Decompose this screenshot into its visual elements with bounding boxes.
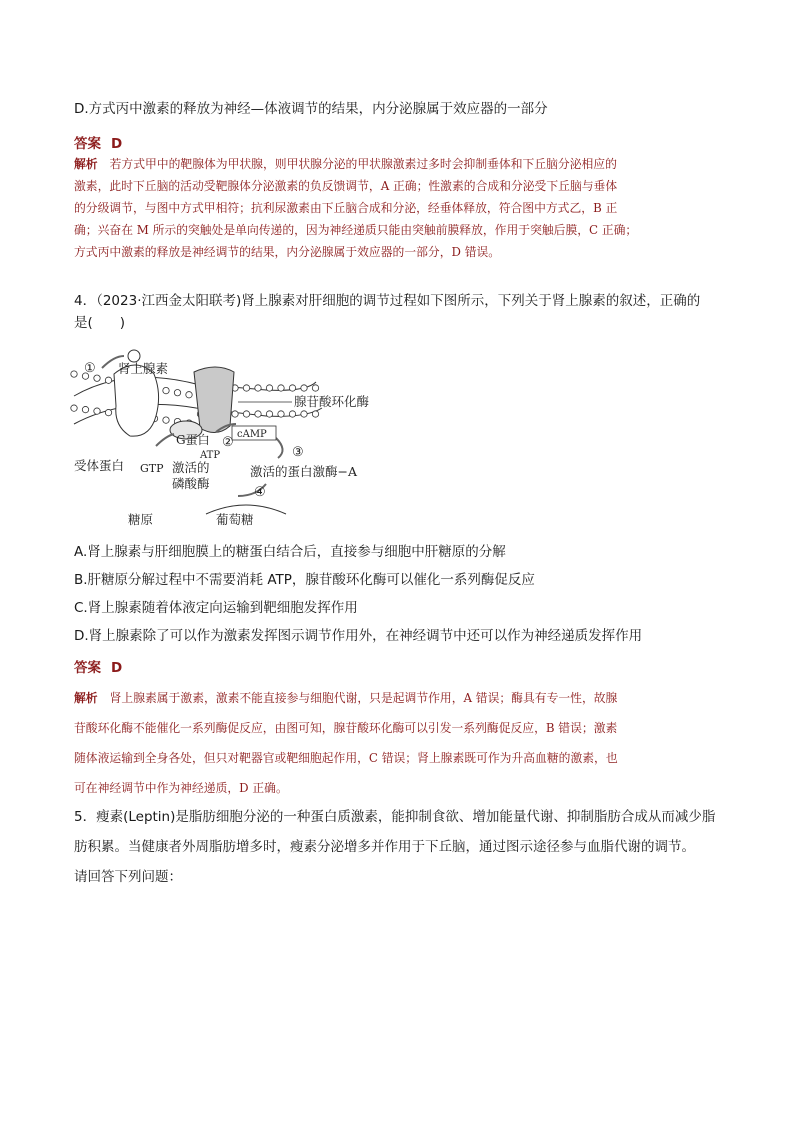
lipid-head (71, 371, 77, 377)
answer-value: D (111, 136, 123, 152)
question-4-options (74, 538, 642, 650)
label-gtp: GTP (140, 462, 164, 475)
explanation-line: 随体液运输到全身各处，但只对靶器官或靶细胞起作用，C 错误；肾上腺素既可作为升高血糖的激素，也 (74, 751, 618, 765)
label-receptor: 受体蛋白 (74, 458, 125, 473)
lipid-head (174, 389, 180, 395)
lipid-head (243, 411, 249, 417)
arrow-5 (156, 434, 174, 446)
stem-line: 是( ) (74, 315, 126, 331)
label-step-1: ① (84, 361, 96, 376)
label-step-2: ② (222, 435, 234, 450)
question-5-stem (74, 802, 715, 892)
explanation-line: 的分级调节，与图中方式甲相符；抗利尿激素由下丘脑合成和分泌，经垂体释放，符合图中方式乙，B 正 (74, 201, 618, 215)
adenylate-cyclase (194, 367, 234, 433)
lipid-head (94, 408, 100, 414)
answer-3 (74, 132, 122, 152)
answer-label: 答案 (74, 660, 101, 676)
lipid-head (289, 411, 295, 417)
label-hormone: 肾上腺素 (118, 361, 169, 376)
lipid-head (82, 406, 88, 412)
adrenaline-signaling-diagram (66, 346, 386, 530)
lipid-head (105, 377, 111, 383)
previous-option-d: D.方式丙中激素的释放为神经—体液调节的结果，内分泌腺属于效应器的一部分 (74, 101, 548, 117)
lipid-head (255, 411, 261, 417)
lipid-head (243, 385, 249, 391)
explanation-3 (74, 153, 724, 263)
lipid-head (266, 385, 272, 391)
lipid-head (301, 411, 307, 417)
lipid-head (163, 387, 169, 393)
lipid-head (278, 411, 284, 417)
explanation-line: 解析 肾上腺素属于激素，激素不能直接参与细胞代谢，只是起调节作用，A 错误；酶具有专一性，故腺 (74, 691, 618, 705)
stem-line: 请回答下列问题： (74, 869, 182, 885)
stem-line: 肪积累。当健康者外周脂肪增多时，瘦素分泌增多并作用于下丘脑，通过图示途径参与血脂代谢的调节。 (74, 839, 695, 855)
label-glucose: 葡萄糖 (216, 512, 254, 527)
lipid-head (289, 385, 295, 391)
option-c: C.肾上腺素随着体液定向运输到靶细胞发挥作用 (74, 600, 358, 616)
label-g-protein: G蛋白 (176, 433, 210, 447)
explanation-line: 激素，此时下丘脑的活动受靶腺体分泌激素的负反馈调节，A 正确；性激素的合成和分泌受下丘脑与垂体 (74, 179, 618, 193)
explanation-line: 解析 若方式甲中的靶腺体为甲状腺，则甲状腺分泌的甲状腺激素过多时会抑制垂体和下丘脑分泌相应的 (74, 157, 617, 171)
label-camp: cAMP (237, 429, 267, 440)
explanation-label: 解析 (74, 691, 98, 705)
question-4-stem (74, 290, 700, 334)
lipid-head (312, 385, 318, 391)
answer-value: D (111, 660, 123, 676)
answer-4 (74, 656, 122, 676)
lipid-head (186, 392, 192, 398)
option-d: D.肾上腺素除了可以作为激素发挥图示调节作用外，在神经调节中还可以作为神经递质发挥作用 (74, 628, 643, 644)
option-b: B.肝糖原分解过程中不需要消耗 ATP，腺苷酸环化酶可以催化一系列酶促反应 (74, 572, 535, 588)
explanation-line: 苷酸环化酶不能催化一系列酶促反应，由图可知，腺苷酸环化酶可以引发一系列酶促反应，B 错误；激素 (74, 721, 618, 735)
arrow-3 (276, 438, 283, 458)
explanation-line: 方式丙中激素的释放是神经调节的结果，内分泌腺属于效应器的一部分，D 错误。 (74, 245, 501, 259)
label-glycogen: 糖原 (128, 512, 154, 527)
option-a: A.肾上腺素与肝细胞膜上的糖蛋白结合后，直接参与细胞中肝糖原的分解 (74, 544, 506, 560)
explanation-line: 确；兴奋在 M 所示的突触处是单向传递的，因为神经递质只能由突触前膜释放，作用于突触后膜，C 正确； (74, 223, 638, 237)
lipid-head (232, 411, 238, 417)
label-step-4: ④ (254, 485, 266, 500)
stem-line: 5．瘦素(Leptin)是脂肪细胞分泌的一种蛋白质激素，能抑制食欲、增加能量代谢、抑制脂肪合成从而减少脂 (74, 809, 716, 825)
label-enzyme: 腺苷酸环化酶 (294, 394, 370, 409)
explanation-line: 可在神经调节中作为神经递质，D 正确。 (74, 781, 288, 795)
label-kinase: 激活的蛋白激酶−A (250, 464, 358, 479)
label-activated-2: 磷酸酶 (172, 476, 210, 491)
lipid-head (301, 385, 307, 391)
lipid-head (71, 405, 77, 411)
lipid-head (255, 385, 261, 391)
lipid-head (278, 385, 284, 391)
label-atp: ATP (200, 450, 221, 461)
lipid-head (105, 409, 111, 415)
explanation-4 (74, 683, 724, 803)
stem-line: 4．（2023·江西金太阳联考)肾上腺素对肝细胞的调节过程如下图所示，下列关于肾上腺素的叙述，正确的 (74, 293, 701, 309)
explanation-label: 解析 (74, 157, 98, 171)
label-step-3: ③ (292, 445, 304, 460)
lipid-head (266, 411, 272, 417)
lipid-head (312, 411, 318, 417)
answer-label: 答案 (74, 136, 101, 152)
lipid-head (163, 417, 169, 423)
label-activated-1: 激活的 (172, 460, 210, 475)
